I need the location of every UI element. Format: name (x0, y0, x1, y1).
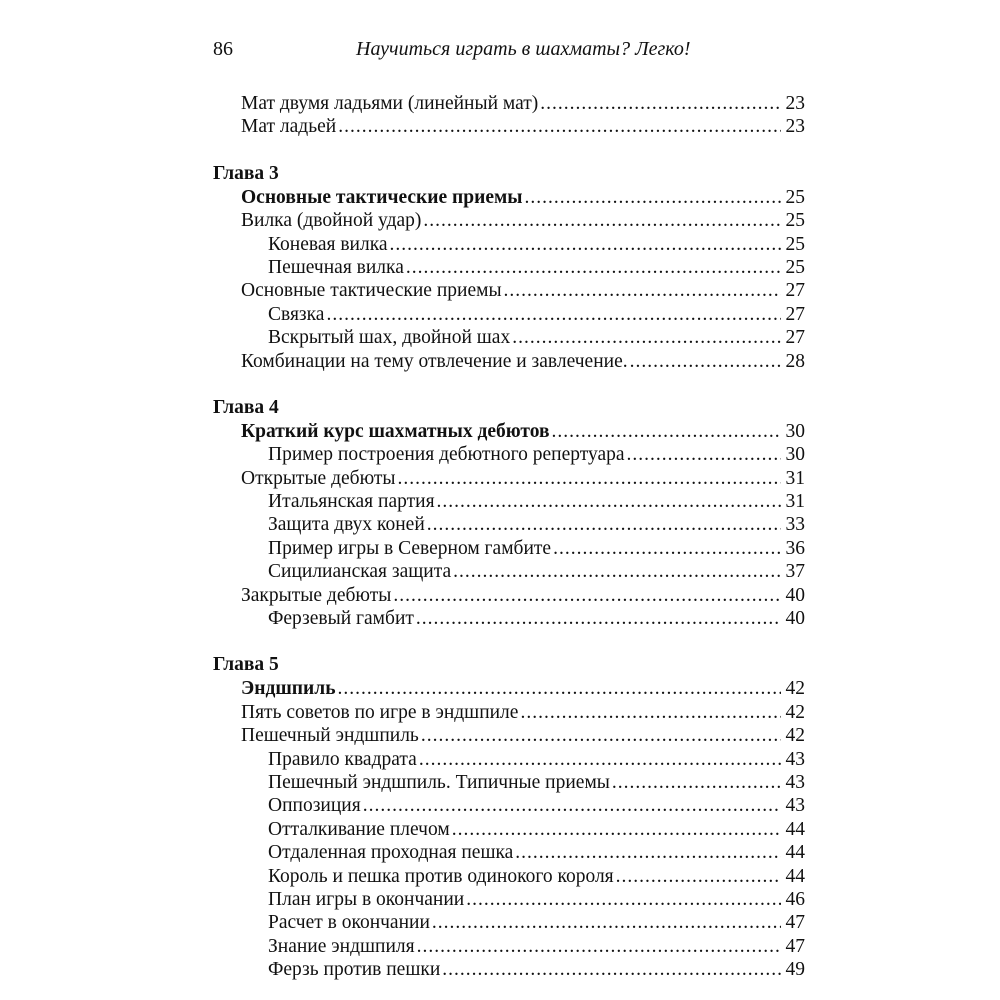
toc-entry-page: 36 (785, 537, 805, 559)
toc-entry (213, 92, 805, 115)
dot-leader (504, 279, 781, 302)
toc-entry (213, 771, 805, 794)
dot-leader (363, 794, 781, 817)
toc-entry-page: 46 (785, 888, 805, 910)
toc-entry-page: 25 (785, 186, 805, 208)
dot-leader (432, 911, 781, 934)
toc-entry-title: Открытые дебюты (241, 467, 396, 489)
toc-entry-page: 44 (785, 865, 805, 887)
dot-leader (393, 584, 781, 607)
toc-entry (213, 818, 805, 841)
toc-entry-title: Мат ладьей (241, 116, 337, 138)
dot-leader (419, 748, 781, 771)
toc-entry-title: Ферзевый гамбит (268, 608, 414, 630)
dot-leader (423, 209, 781, 232)
toc-entry-title: Связка (268, 303, 325, 325)
toc-entry (213, 350, 805, 373)
toc-entry (213, 420, 805, 443)
toc-entry-title: Пешечный эндшпиль. Типичные приемы (268, 771, 610, 793)
dot-leader (390, 233, 781, 256)
toc-entry-title: Расчет в окончании (268, 912, 430, 934)
toc-entry-page: 25 (785, 233, 805, 255)
toc-entry (213, 865, 805, 888)
toc-entry-title: Ферзь против пешки (268, 959, 441, 981)
toc-entry (213, 279, 805, 302)
toc-entry-title: Король и пешка против одинокого короля (268, 865, 614, 887)
toc-entry (213, 537, 805, 560)
toc-entry (213, 115, 805, 138)
chapter-heading: Глава 3 (213, 162, 279, 184)
dot-leader (552, 420, 781, 443)
toc-entry-page: 30 (785, 444, 805, 466)
dot-leader (442, 958, 781, 981)
dot-leader (452, 818, 781, 841)
toc-entry-page: 40 (785, 584, 805, 606)
toc-entry-page: 25 (785, 256, 805, 278)
dot-leader (453, 560, 781, 583)
dot-leader (338, 677, 781, 700)
toc-entry-title: Пример игры в Северном гамбите (268, 537, 552, 559)
toc-entry (213, 935, 805, 958)
toc-entry-title: Пять советов по игре в эндшпиле (241, 701, 519, 723)
toc-entry-title: Комбинации на тему отвлечение и завлечение. (241, 350, 628, 372)
toc-entry-title: Итальянская партия (268, 491, 435, 513)
toc-entry-page: 44 (785, 818, 805, 840)
toc-entry-page: 43 (785, 771, 805, 793)
dot-leader (512, 326, 781, 349)
toc-entry-title: Правило квадрата (268, 748, 417, 770)
toc-entry-page: 23 (785, 116, 805, 138)
toc-entry-page: 30 (785, 420, 805, 442)
dot-leader (466, 888, 781, 911)
toc-entry-page: 44 (785, 842, 805, 864)
toc-entry-page: 47 (785, 935, 805, 957)
toc-entry-title: Основные тактические приемы (241, 280, 502, 302)
toc-entry-page: 27 (785, 303, 805, 325)
toc-entry-page: 37 (785, 561, 805, 583)
toc-entry (213, 467, 805, 490)
chapter-heading: Глава 4 (213, 396, 279, 418)
toc-entry-title: Основные тактические приемы (241, 186, 523, 208)
toc-entry-page: 42 (785, 701, 805, 723)
toc-entry-page: 28 (785, 350, 805, 372)
toc-entry-title: Сицилианская защита (268, 561, 452, 583)
toc-entry-page: 49 (785, 959, 805, 981)
toc-entry-title: Вскрытый шах, двойной шах (268, 327, 511, 349)
toc-entry (213, 560, 805, 583)
toc-entry-title: Пешечный эндшпиль (241, 725, 419, 747)
toc-entry (213, 326, 805, 349)
dot-leader (612, 771, 781, 794)
dot-leader (553, 537, 781, 560)
dot-leader (421, 724, 781, 747)
dot-leader (398, 467, 781, 490)
toc-entry-title: Пример построения дебютного репертуара (268, 444, 625, 466)
toc-entry (213, 677, 805, 700)
dot-leader (524, 186, 781, 209)
toc-entry (213, 256, 805, 279)
dot-leader (417, 935, 781, 958)
toc-entry (213, 513, 805, 536)
toc-entry (213, 888, 805, 911)
dot-leader (338, 115, 781, 138)
toc-entry-page: 27 (785, 280, 805, 302)
toc-entry (213, 841, 805, 864)
toc-entry-title: План игры в окончании (268, 888, 465, 910)
toc-entry-page: 25 (785, 210, 805, 232)
toc-entry-title: Краткий курс шахматных дебютов (241, 420, 550, 442)
toc-entry-page: 43 (785, 748, 805, 770)
dot-leader (515, 841, 781, 864)
dot-leader (520, 701, 781, 724)
toc-entry-page: 43 (785, 795, 805, 817)
dot-leader (326, 303, 781, 326)
toc-entry (213, 303, 805, 326)
page-number: 86 (213, 38, 233, 60)
toc-entry-title: Вилка (двойной удар) (241, 210, 422, 232)
toc-entry (213, 443, 805, 466)
toc-entry-page: 31 (785, 467, 805, 489)
dot-leader (437, 490, 781, 513)
toc-entry-page: 42 (785, 725, 805, 747)
toc-entry (213, 748, 805, 771)
toc-entry-title: Закрытые дебюты (241, 584, 392, 606)
dot-leader (406, 256, 781, 279)
dot-leader (540, 92, 781, 115)
dot-leader (427, 513, 781, 536)
table-of-contents (213, 92, 805, 982)
running-title: Научиться играть в шахматы? Легко! (356, 38, 691, 60)
toc-entry (213, 209, 805, 232)
toc-entry-page: 47 (785, 912, 805, 934)
toc-entry-page: 31 (785, 491, 805, 513)
toc-entry-page: 33 (785, 514, 805, 536)
toc-entry (213, 794, 805, 817)
toc-entry-title: Эндшпиль (241, 678, 336, 700)
toc-entry-page: 40 (785, 608, 805, 630)
toc-entry-title: Оппозиция (268, 795, 361, 817)
toc-entry-page: 42 (785, 678, 805, 700)
toc-entry-title: Коневая вилка (268, 233, 388, 255)
toc-entry-title: Пешечная вилка (268, 256, 404, 278)
chapter-heading: Глава 5 (213, 654, 279, 676)
toc-entry-title: Защита двух коней (268, 514, 425, 536)
toc-entry (213, 701, 805, 724)
toc-entry (213, 584, 805, 607)
dot-leader (627, 443, 781, 466)
dot-leader (416, 607, 781, 630)
toc-entry (213, 958, 805, 981)
page-header (0, 38, 1000, 70)
toc-entry-title: Мат двумя ладьями (линейный мат) (241, 93, 539, 114)
toc-entry (213, 186, 805, 209)
dot-leader (616, 865, 781, 888)
toc-entry (213, 490, 805, 513)
toc-entry-title: Отталкивание плечом (268, 818, 450, 840)
toc-entry (213, 724, 805, 747)
toc-entry (213, 911, 805, 934)
dot-leader (630, 350, 781, 373)
toc-entry (213, 607, 805, 630)
toc-entry-title: Знание эндшпиля (268, 935, 415, 957)
toc-entry-title: Отдаленная проходная пешка (268, 842, 514, 864)
toc-entry-page: 23 (785, 93, 805, 114)
toc-entry (213, 233, 805, 256)
toc-entry-page: 27 (785, 327, 805, 349)
